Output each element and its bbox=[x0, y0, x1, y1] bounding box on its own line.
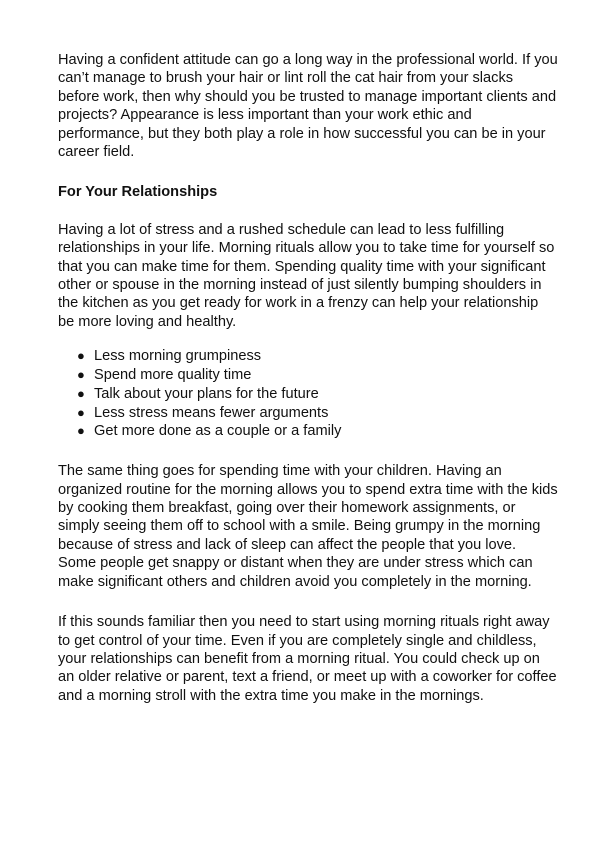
list-item bbox=[77, 404, 558, 423]
list-item-text: Spend more quality time bbox=[94, 367, 252, 384]
list-item bbox=[77, 347, 558, 366]
bullet-icon: ● bbox=[77, 404, 85, 420]
relationships-paragraph: Having a lot of stress and a rushed schedule can lead to less fulfilling relationships in your life. Morning rituals allow you to take time for yourself so that you can make time for them. Spending quality time with your significant other or spouse in the morning instead of just silently bumping shoulders in the kitchen as you get ready for work in a frenzy can help your relationship be more loving and healthy. bbox=[58, 221, 555, 330]
children-paragraph: The same thing goes for spending time with your children. Having an organized routine for the morning allows you to spend extra time with the kids by cooking them breakfast, going over their homework assignments, or simply seeing them off to school with a smile. Being grumpy in the morning because of stress and lack of sleep can affect the people that you love. Some people get snappy or distant when they are under stress which can make significant others and children avoid you completely in the morning. bbox=[58, 463, 558, 590]
list-item-text: Get more done as a couple or a family bbox=[94, 423, 342, 440]
list-item-text: Less stress means fewer arguments bbox=[94, 404, 329, 421]
list-item-text: Talk about your plans for the future bbox=[94, 385, 319, 402]
list-item-text: Less morning grumpiness bbox=[94, 348, 262, 365]
benefits-list bbox=[58, 347, 558, 441]
intro-paragraph: Having a confident attitude can go a long way in the professional world. If you can’t manage to brush your hair or lint roll the cat hair from your slacks before work, then why should you be trusted to manage important clients and projects? Appearance is less important than your work ethic and performance, but they both play a role in how successful you can be in your career field. bbox=[58, 52, 558, 161]
bullet-icon: ● bbox=[77, 423, 85, 439]
list-item bbox=[77, 422, 558, 441]
list-item bbox=[77, 366, 558, 385]
bullet-icon: ● bbox=[77, 348, 85, 364]
bullet-icon: ● bbox=[77, 367, 85, 383]
bullet-icon: ● bbox=[77, 385, 85, 401]
list-item bbox=[77, 385, 558, 404]
closing-paragraph: If this sounds familiar then you need to start using morning rituals right away to get control of your time. Even if you are completely single and childless, your relationships can benefit from a morning ritual. You could check up on an older relative or parent, text a friend, or meet up with a coworker for coffee and a morning stroll with the extra time you make in the mornings. bbox=[58, 614, 557, 704]
section-heading: For Your Relationships bbox=[58, 184, 218, 201]
document-page bbox=[58, 51, 558, 705]
